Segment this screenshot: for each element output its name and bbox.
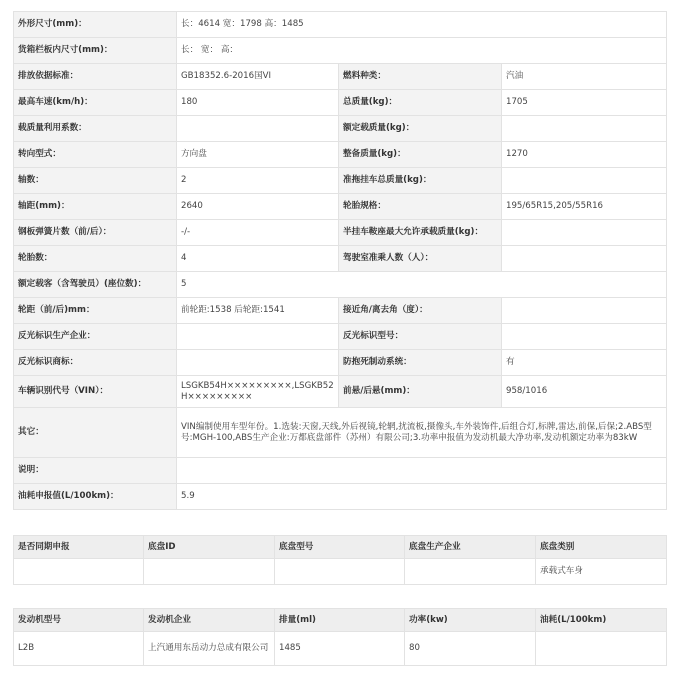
other-label: 其它： <box>14 408 177 458</box>
reflect-company-label: 反光标识生产企业： <box>14 324 177 350</box>
chassis-header: 底盘类别 <box>536 536 667 559</box>
spec-row-note <box>14 458 667 484</box>
engine-header: 功率(kw) <box>405 609 536 632</box>
reflect-company-value <box>177 324 339 350</box>
vin-label: 车辆识别代号（VIN）： <box>14 376 177 408</box>
steering-label: 转向型式： <box>14 142 177 168</box>
engine-table <box>13 608 667 666</box>
spec-row-fuel-consumption <box>14 484 667 510</box>
rated-load-label: 额定载质量(kg)： <box>339 116 502 142</box>
chassis-cell <box>405 559 536 585</box>
spec-row <box>14 142 667 168</box>
chassis-header: 底盘生产企业 <box>405 536 536 559</box>
tire-spec-label: 轮胎规格： <box>339 194 502 220</box>
tire-count-label: 轮胎数： <box>14 246 177 272</box>
track-label: 轮距（前/后)mm： <box>14 298 177 324</box>
chassis-cell <box>275 559 405 585</box>
engine-header-row <box>14 609 667 632</box>
spec-row <box>14 90 667 116</box>
vin-value: LSGKB54H×××××××××,LSGKB52H××××××××× <box>177 376 339 408</box>
engine-header: 排量(ml) <box>275 609 405 632</box>
spec-row <box>14 168 667 194</box>
spec-row-cargo <box>14 38 667 64</box>
reflect-brand-value <box>177 350 339 376</box>
tire-spec-value: 195/65R15,205/55R16 <box>502 194 667 220</box>
emission-label: 排放依据标准： <box>14 64 177 90</box>
max-speed-value: 180 <box>177 90 339 116</box>
axles-label: 轴数： <box>14 168 177 194</box>
reflect-model-value <box>502 324 667 350</box>
fuel-type-value: 汽油 <box>502 64 667 90</box>
engine-cell: L2B <box>14 632 144 666</box>
engine-header: 发动机企业 <box>144 609 275 632</box>
reflect-model-label: 反光标识型号： <box>339 324 502 350</box>
semi-trailer-value <box>502 220 667 246</box>
engine-cell: 1485 <box>275 632 405 666</box>
track-value: 前轮距:1538 后轮距:1541 <box>177 298 339 324</box>
overhang-value: 958/1016 <box>502 376 667 408</box>
spring-value: -/- <box>177 220 339 246</box>
engine-header: 油耗(L/100km) <box>536 609 667 632</box>
overhang-label: 前悬/后悬(mm)： <box>339 376 502 408</box>
fuel-consumption-label: 油耗申报值(L/100km)： <box>14 484 177 510</box>
fuel-consumption-value: 5.9 <box>177 484 667 510</box>
emission-value: GB18352.6-2016国VI <box>177 64 339 90</box>
chassis-header: 底盘ID <box>144 536 275 559</box>
passengers-value: 5 <box>177 272 667 298</box>
rated-load-value <box>502 116 667 142</box>
engine-cell: 80 <box>405 632 536 666</box>
cab-capacity-label: 驾驶室准乘人数（人）： <box>339 246 502 272</box>
chassis-cell <box>144 559 275 585</box>
spec-row <box>14 324 667 350</box>
other-value: VIN编制使用车型年份。1.选装:天窗,天线,外后视镜,轮辋,扰流板,摄像头,车外装饰件,后组合灯,标牌,雷达,前保,后保;2.ABS型号:MGH-100,ABS生产企业:万都底盘部件（苏州）有限公司;3.功率申报值为发动机最大净功率,发动机额定功率为83kW <box>177 408 667 458</box>
wheelbase-label: 轴距(mm)： <box>14 194 177 220</box>
spec-row <box>14 376 667 408</box>
spec-row-other <box>14 408 667 458</box>
reflect-brand-label: 反光标识商标： <box>14 350 177 376</box>
tire-count-value: 4 <box>177 246 339 272</box>
load-util-value <box>177 116 339 142</box>
fuel-type-label: 燃料种类： <box>339 64 502 90</box>
chassis-cell: 承载式车身 <box>536 559 667 585</box>
abs-value: 有 <box>502 350 667 376</box>
wheelbase-value: 2640 <box>177 194 339 220</box>
spec-row <box>14 246 667 272</box>
cargo-value: 长： 宽： 高： <box>177 38 667 64</box>
max-speed-label: 最高车速(km/h)： <box>14 90 177 116</box>
engine-row <box>14 632 667 666</box>
spec-row-dims <box>14 12 667 38</box>
engine-header: 发动机型号 <box>14 609 144 632</box>
cargo-label: 货箱栏板内尺寸(mm)： <box>14 38 177 64</box>
chassis-table <box>13 535 667 585</box>
note-value <box>177 458 667 484</box>
note-label: 说明： <box>14 458 177 484</box>
chassis-row <box>14 559 667 585</box>
load-util-label: 载质量利用系数： <box>14 116 177 142</box>
spec-row <box>14 298 667 324</box>
dims-value: 长：4614 宽：1798 高：1485 <box>177 12 667 38</box>
total-mass-label: 总质量(kg)： <box>339 90 502 116</box>
angle-label: 接近角/离去角（度）： <box>339 298 502 324</box>
spring-label: 钢板弹簧片数（前/后）： <box>14 220 177 246</box>
spec-row-passengers <box>14 272 667 298</box>
engine-cell <box>536 632 667 666</box>
spec-row <box>14 116 667 142</box>
trailer-mass-value <box>502 168 667 194</box>
spec-row <box>14 220 667 246</box>
chassis-cell <box>14 559 144 585</box>
passengers-label: 额定载客（含驾驶员）(座位数)： <box>14 272 177 298</box>
spec-row <box>14 350 667 376</box>
curb-mass-value: 1270 <box>502 142 667 168</box>
spec-row <box>14 194 667 220</box>
axles-value: 2 <box>177 168 339 194</box>
vehicle-spec-table <box>13 11 667 510</box>
dims-label: 外形尺寸(mm)： <box>14 12 177 38</box>
chassis-header: 是否同期申报 <box>14 536 144 559</box>
chassis-header-row <box>14 536 667 559</box>
angle-value <box>502 298 667 324</box>
curb-mass-label: 整备质量(kg)： <box>339 142 502 168</box>
abs-label: 防抱死制动系统： <box>339 350 502 376</box>
trailer-mass-label: 准拖挂车总质量(kg)： <box>339 168 502 194</box>
cab-capacity-value <box>502 246 667 272</box>
total-mass-value: 1705 <box>502 90 667 116</box>
engine-cell: 上汽通用东岳动力总成有限公司 <box>144 632 275 666</box>
steering-value: 方向盘 <box>177 142 339 168</box>
semi-trailer-label: 半挂车鞍座最大允许承载质量(kg)： <box>339 220 502 246</box>
chassis-header: 底盘型号 <box>275 536 405 559</box>
spec-row <box>14 64 667 90</box>
